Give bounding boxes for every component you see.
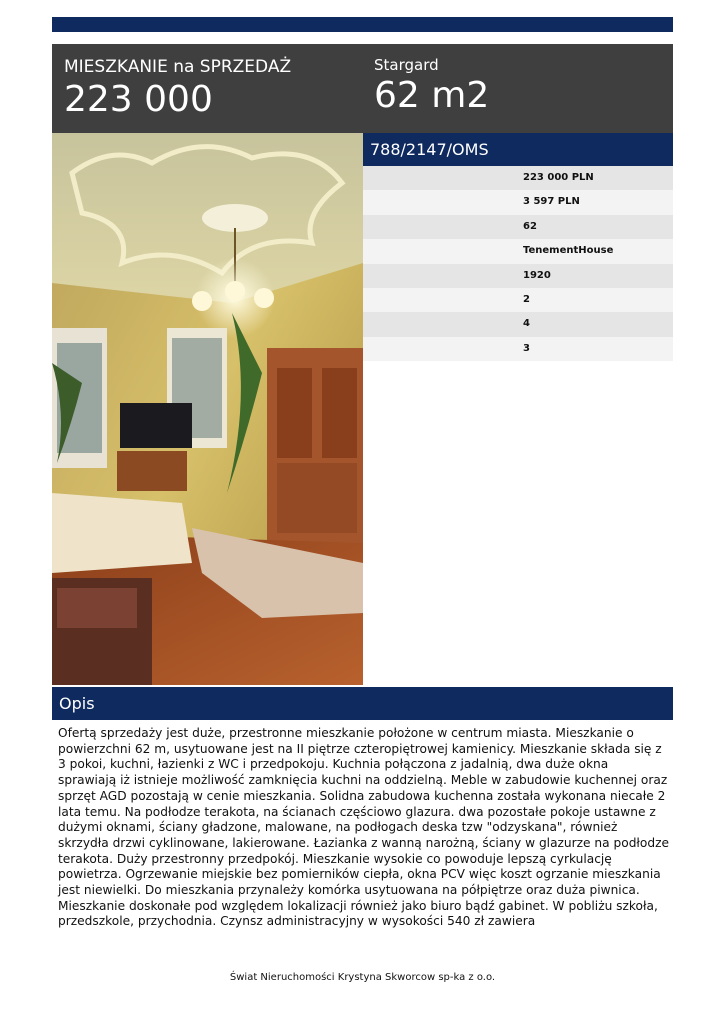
- listing-header: [52, 44, 673, 133]
- detail-row-year-built: 1920: [363, 264, 673, 288]
- detail-row-price-per-m2: 3 597 PLN: [363, 190, 673, 214]
- property-photo: [52, 133, 363, 685]
- detail-row-floor: 2: [363, 288, 673, 312]
- detail-row-building-type: TenementHouse: [363, 239, 673, 263]
- details-table: [363, 166, 673, 361]
- detail-row-rooms: 3: [363, 337, 673, 361]
- listing-price: 223 000: [64, 79, 213, 120]
- header-left: [64, 56, 291, 122]
- listing-city: Stargard: [374, 56, 439, 74]
- listing-type: MIESZKANIE na SPRZEDAŻ: [64, 57, 292, 77]
- detail-row-price: 223 000 PLN: [363, 166, 673, 190]
- detail-row-floors-total: 4: [363, 312, 673, 336]
- top-accent-bar: [52, 17, 673, 32]
- footer-company: Świat Nieruchomości Krystyna Skworcow sp-ka z o.o.: [229, 972, 496, 983]
- listing-area: 62 m2: [374, 75, 490, 116]
- header-right: [374, 56, 489, 118]
- description-text: Ofertą sprzedaży jest duże, przestronne mieszkanie położone w centrum miasta. Mieszkanie o powierzchni 62 m, usytuowane jest na II piętrze czteropiętrowej kamienicy. Mieszkanie składa się z 3 pokoi, kuchni, łazienki z WC i przedpokoju. Kuchnia połączona z jadalnią, dwa duże okna sprawiają iż istnieje możliwość zamknięcia kuchni na oddzielną. Meble w zabudowie kuchennej oraz sprzęt AGD pozostają w cenie mieszkania. Solidna zabudowa kuchenna została wykonana niecałe 2 lata temu. Na podłodze terakota, na ścianach częściowo glazura. dwa pozostałe pokoje ustawne z dużymi oknami, ściany gładzone, malowane, na podłogach deska tzw "odzyskana", również skrzydła drzwi cyklinowane, lakierowane. Łazianka z wanną narożną, ściany w glazurze na podłodze terakota. Duży przestronny przedpokój. Mieszkanie wysokie co powoduje lepszą cyrkulację powietrza. Ogrzewanie miejskie bez pomierników ciepła, okna PCV więc koszt ogrzanie mieszkania jest niewielki. Do mieszkania przynależy komórka usytuowana na półpiętrze oraz duża piwnica. Mieszkanie doskonałe pod względem lokalizacji również jako biuro bądź gabinet. W pobliżu szkoła, przedszkole, przychodnia. Czynsz administracyjny w wysokości 540 zł zawiera: [58, 726, 669, 929]
- description-heading: Opis: [52, 687, 673, 720]
- reference-number: 788/2147/OMS: [363, 133, 673, 166]
- detail-row-area: 62: [363, 215, 673, 239]
